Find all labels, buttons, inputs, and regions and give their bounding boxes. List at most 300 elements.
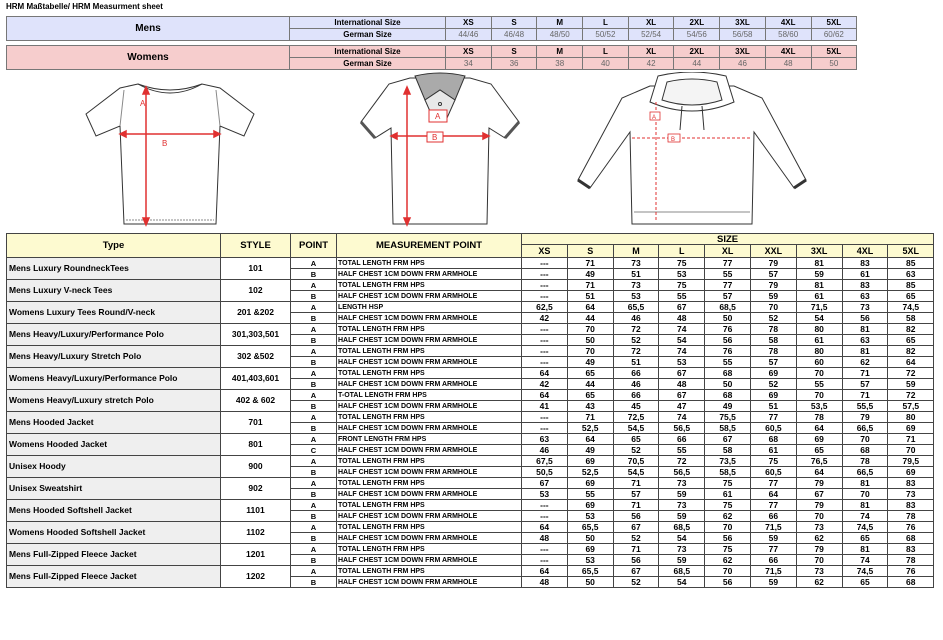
measurement-value: 67,5	[522, 456, 568, 467]
measurement-value: 44	[567, 313, 613, 324]
measurement-value: 71	[613, 478, 659, 489]
size-cell: 3XL	[720, 17, 766, 29]
measurement-value: 70,5	[613, 456, 659, 467]
measurement-value: 65	[842, 533, 888, 544]
table-row	[7, 544, 934, 555]
measurement-value: 65	[888, 291, 934, 302]
table-row	[7, 258, 934, 269]
measurement-value: 79	[750, 258, 796, 269]
measurement-description: HALF CHEST 1CM DOWN FRM ARMHOLE	[337, 335, 522, 346]
measurement-description: HALF CHEST 1CM DOWN FRM ARMHOLE	[337, 555, 522, 566]
measurement-value: 74	[659, 412, 705, 423]
product-style: 402 & 602	[221, 390, 291, 412]
measurement-description: HALF CHEST 1CM DOWN FRM ARMHOLE	[337, 533, 522, 544]
product-type: Womens Hooded Jacket	[7, 434, 221, 456]
measurement-value: 64	[522, 390, 568, 401]
measurement-value: 64	[567, 302, 613, 313]
measurement-value: 53	[522, 489, 568, 500]
measurement-value: 74	[659, 346, 705, 357]
measurement-value: 62	[842, 357, 888, 368]
measurement-value: ---	[522, 423, 568, 434]
measurement-value: 83	[842, 258, 888, 269]
measurement-value: 64	[888, 357, 934, 368]
measure-point: A	[291, 456, 337, 467]
table-row	[7, 390, 934, 401]
measurement-description: TOTAL LENGTH FRM HPS	[337, 412, 522, 423]
size-column-header: L	[659, 245, 705, 258]
measurement-value: 73	[796, 522, 842, 533]
measurement-value: 69	[796, 434, 842, 445]
measurement-value: 50	[567, 335, 613, 346]
german-size-cell: 34	[446, 58, 492, 70]
measurement-value: 67	[705, 434, 751, 445]
measurement-value: ---	[522, 280, 568, 291]
measurement-value: 82	[888, 324, 934, 335]
measurement-value: 51	[613, 269, 659, 280]
measurement-value: 81	[842, 544, 888, 555]
measurement-value: 74	[842, 555, 888, 566]
product-style: 902	[221, 478, 291, 500]
size-cell: 5XL	[811, 17, 857, 29]
measurement-value: 66	[750, 555, 796, 566]
measurement-description: HALF CHEST 1CM DOWN FRM ARMHOLE	[337, 291, 522, 302]
measure-point: B	[291, 577, 337, 588]
measurement-description: TOTAL LENGTH FRM HPS	[337, 346, 522, 357]
measurement-description: TOTAL LENGTH FRM HPS	[337, 544, 522, 555]
measurement-value: 70	[567, 324, 613, 335]
measurement-value: 75	[705, 500, 751, 511]
measurement-value: 64	[522, 522, 568, 533]
measurement-value: 63	[888, 269, 934, 280]
measurement-value: 71	[842, 390, 888, 401]
measure-point: B	[291, 357, 337, 368]
measurement-value: 59	[659, 511, 705, 522]
measurement-value: 54,5	[613, 467, 659, 478]
measurement-description: TOTAL LENGTH FRM HPS	[337, 258, 522, 269]
measurement-value: 70	[796, 555, 842, 566]
measurement-value: 75,5	[705, 412, 751, 423]
measure-point: B	[291, 313, 337, 324]
mens-label: Mens	[7, 17, 290, 41]
measurement-description: HALF CHEST 1CM DOWN FRM ARMHOLE	[337, 467, 522, 478]
measurement-value: 70	[750, 302, 796, 313]
measurement-value: 71,5	[750, 522, 796, 533]
measurement-value: 63	[842, 335, 888, 346]
measurement-value: 70	[796, 390, 842, 401]
measurement-value: 55	[705, 357, 751, 368]
german-size-cell: 56/58	[720, 29, 766, 41]
measurement-value: 63	[522, 434, 568, 445]
measurement-value: 71	[567, 412, 613, 423]
product-style: 401,403,601	[221, 368, 291, 390]
measure-point: B	[291, 291, 337, 302]
measurement-value: 78	[796, 412, 842, 423]
measurement-value: 65,5	[567, 566, 613, 577]
measurement-description: TOTAL LENGTH FRM HPS	[337, 280, 522, 291]
measurement-value: 53	[613, 291, 659, 302]
womens-label: Womens	[7, 46, 290, 70]
measurement-value: 74,5	[842, 566, 888, 577]
measurement-value: 69	[750, 390, 796, 401]
measurement-value: 81	[796, 258, 842, 269]
measurement-value: 51	[567, 291, 613, 302]
measurement-value: 70	[705, 522, 751, 533]
measurement-value: 50	[567, 533, 613, 544]
product-style: 801	[221, 434, 291, 456]
measurement-value: 58,5	[705, 423, 751, 434]
product-style: 701	[221, 412, 291, 434]
mens-german-label: German Size	[290, 29, 446, 41]
measurement-value: 85	[888, 280, 934, 291]
measurement-value: 50	[705, 379, 751, 390]
measurement-value: ---	[522, 544, 568, 555]
measurement-value: 77	[750, 478, 796, 489]
measurement-value: 55,5	[842, 401, 888, 412]
measurement-description: TOTAL LENGTH FRM HPS	[337, 368, 522, 379]
german-size-cell: 48/50	[537, 29, 583, 41]
measurement-value: 61	[705, 489, 751, 500]
table-row	[7, 566, 934, 577]
marker-a-label: A	[652, 115, 657, 121]
measurement-description: T-OTAL LENGTH FRM HPS	[337, 390, 522, 401]
measurement-value: 67	[522, 478, 568, 489]
german-size-cell: 48	[765, 58, 811, 70]
measurement-value: 65	[613, 434, 659, 445]
measurement-value: 55	[796, 379, 842, 390]
product-type: Womens Heavy/Luxury stretch Polo	[7, 390, 221, 412]
measurement-value: 55	[567, 489, 613, 500]
measurement-value: 67	[659, 368, 705, 379]
measurement-description: TOTAL LENGTH FRM HPS	[337, 566, 522, 577]
measurement-value: 42	[522, 313, 568, 324]
polo-drawing	[355, 70, 525, 232]
measurement-value: 46	[613, 379, 659, 390]
product-style: 1202	[221, 566, 291, 588]
measurement-value: 59	[750, 291, 796, 302]
measurement-value: 80	[888, 412, 934, 423]
measurement-value: 53	[567, 555, 613, 566]
measurement-value: 58	[750, 335, 796, 346]
german-size-cell: 54/56	[674, 29, 720, 41]
product-style: 302 &502	[221, 346, 291, 368]
measurement-value: 79	[796, 544, 842, 555]
measurement-value: 44	[567, 379, 613, 390]
measurement-value: 60,5	[750, 467, 796, 478]
measurement-value: 52	[613, 445, 659, 456]
measurement-value: 54,5	[613, 423, 659, 434]
product-style: 1102	[221, 522, 291, 544]
measure-point: A	[291, 478, 337, 489]
measurement-value: 79	[750, 280, 796, 291]
measurement-value: 47	[659, 401, 705, 412]
measure-point: C	[291, 445, 337, 456]
measurement-description: TOTAL LENGTH FRM HPS	[337, 500, 522, 511]
product-type: Mens Full-Zipped Fleece Jacket	[7, 566, 221, 588]
page-title: HRM Maßtabelle/ HRM Measurment sheet	[6, 2, 163, 11]
measurement-value: 81	[842, 478, 888, 489]
measure-point: B	[291, 533, 337, 544]
measurement-value: 78	[888, 511, 934, 522]
size-cell: M	[537, 17, 583, 29]
measurement-value: 63	[842, 291, 888, 302]
measurement-value: 69	[750, 368, 796, 379]
size-cell: M	[537, 46, 583, 58]
measure-point: A	[291, 522, 337, 533]
german-size-cell: 50/52	[583, 29, 629, 41]
measurement-description: HALF CHEST 1CM DOWN FRM ARMHOLE	[337, 511, 522, 522]
size-cell: XS	[446, 46, 492, 58]
measurement-value: 74	[659, 324, 705, 335]
measurement-value: 68	[705, 390, 751, 401]
german-size-cell: 44/46	[446, 29, 492, 41]
header-size: SIZE	[522, 234, 934, 245]
measurement-description: TOTAL LENGTH FRM HPS	[337, 522, 522, 533]
measurement-value: 67	[613, 566, 659, 577]
marker-b-label: B	[671, 137, 676, 143]
hoodie-drawing	[572, 72, 817, 230]
measurement-value: 76	[705, 324, 751, 335]
size-cell: XL	[628, 46, 674, 58]
measurement-value: 72,5	[613, 412, 659, 423]
measurement-value: 75	[705, 478, 751, 489]
table-row	[7, 500, 934, 511]
german-size-cell: 46	[720, 58, 766, 70]
measurement-value: 75	[705, 544, 751, 555]
measurement-value: 61	[796, 335, 842, 346]
size-cell: S	[491, 17, 537, 29]
measurement-value: 53	[567, 511, 613, 522]
measure-point: A	[291, 258, 337, 269]
product-type: Womens Heavy/Luxury/Performance Polo	[7, 368, 221, 390]
measurement-value: 81	[842, 346, 888, 357]
product-style: 102	[221, 280, 291, 302]
measurement-value: 54	[796, 313, 842, 324]
measurement-value: 66	[613, 368, 659, 379]
measurement-description: HALF CHEST 1CM DOWN FRM ARMHOLE	[337, 489, 522, 500]
measurement-value: 53,5	[796, 401, 842, 412]
measurement-value: 77	[750, 412, 796, 423]
measurement-value: 76,5	[796, 456, 842, 467]
measurement-value: 60,5	[750, 423, 796, 434]
measurement-value: 65	[567, 368, 613, 379]
product-style: 201 &202	[221, 302, 291, 324]
measurement-value: 73	[842, 302, 888, 313]
german-size-cell: 52/54	[628, 29, 674, 41]
measurement-value: 69	[567, 500, 613, 511]
measure-point: B	[291, 489, 337, 500]
measurement-value: 66,5	[842, 423, 888, 434]
measurement-value: 65,5	[613, 302, 659, 313]
marker-a-label: A	[435, 112, 441, 121]
measurement-value: ---	[522, 412, 568, 423]
measurement-value: 58	[888, 313, 934, 324]
measurement-value: 56	[705, 533, 751, 544]
table-row	[7, 346, 934, 357]
measurement-value: 79,5	[888, 456, 934, 467]
product-type: Womens Luxury Tees Round/V-neck	[7, 302, 221, 324]
product-type: Mens Luxury RoundneckTees	[7, 258, 221, 280]
measurement-value: 81	[796, 280, 842, 291]
measurement-value: 54	[659, 533, 705, 544]
measurement-value: 62	[705, 555, 751, 566]
measurement-value: 46	[522, 445, 568, 456]
measurement-value: 85	[888, 258, 934, 269]
measure-point: A	[291, 566, 337, 577]
measurement-value: 68,5	[659, 566, 705, 577]
measure-point: B	[291, 401, 337, 412]
measurement-value: 79	[842, 412, 888, 423]
measurement-value: 70	[842, 434, 888, 445]
product-style: 900	[221, 456, 291, 478]
product-type: Mens Hooded Jacket	[7, 412, 221, 434]
header-measurement-point: MEASUREMENT POINT	[337, 234, 522, 258]
womens-size-table	[6, 45, 857, 70]
measurement-value: ---	[522, 335, 568, 346]
measurement-value: 65	[796, 445, 842, 456]
measurement-value: 70	[796, 368, 842, 379]
german-size-cell: 38	[537, 58, 583, 70]
measurement-value: 75	[750, 456, 796, 467]
measurement-value: 67	[613, 522, 659, 533]
size-column-header: 3XL	[796, 245, 842, 258]
measurement-value: 70	[842, 489, 888, 500]
header-style: STYLE	[221, 234, 291, 258]
measurement-value: 64	[750, 489, 796, 500]
measurement-value: 57	[705, 291, 751, 302]
product-style: 301,303,501	[221, 324, 291, 346]
measurement-value: 77	[750, 500, 796, 511]
measurement-value: 64	[522, 368, 568, 379]
measurement-value: 71	[613, 500, 659, 511]
measurement-value: 70	[567, 346, 613, 357]
table-row	[7, 478, 934, 489]
measurement-value: ---	[522, 291, 568, 302]
product-style: 1201	[221, 544, 291, 566]
measurement-value: 80	[796, 346, 842, 357]
measurement-value: 58	[705, 445, 751, 456]
table-row	[7, 434, 934, 445]
measurement-value: 52	[613, 533, 659, 544]
measurement-description: HALF CHEST 1CM DOWN FRM ARMHOLE	[337, 357, 522, 368]
measurement-value: 45	[613, 401, 659, 412]
marker-a-label: A	[140, 99, 146, 108]
measurement-value: 66	[613, 390, 659, 401]
measurement-value: 42	[522, 379, 568, 390]
measure-point: A	[291, 500, 337, 511]
measurement-value: 69	[567, 544, 613, 555]
measurement-value: 74,5	[888, 302, 934, 313]
size-cell: L	[583, 46, 629, 58]
header-point: POINT	[291, 234, 337, 258]
product-type: Unisex Sweatshirt	[7, 478, 221, 500]
german-size-cell: 42	[628, 58, 674, 70]
measurement-value: 73	[888, 489, 934, 500]
measurement-value: 62,5	[522, 302, 568, 313]
measurement-value: 64	[567, 434, 613, 445]
size-cell: S	[491, 46, 537, 58]
measurement-description: HALF CHEST 1CM DOWN FRM ARMHOLE	[337, 401, 522, 412]
size-column-header: 5XL	[888, 245, 934, 258]
measure-point: A	[291, 412, 337, 423]
measure-point: A	[291, 368, 337, 379]
measurement-value: 69	[567, 478, 613, 489]
measurement-value: 71,5	[796, 302, 842, 313]
measurement-value: 72	[888, 390, 934, 401]
measure-point: B	[291, 423, 337, 434]
measurement-value: 61	[796, 291, 842, 302]
measurement-value: 57,5	[888, 401, 934, 412]
measurement-value: 55	[659, 445, 705, 456]
measurement-value: 48	[522, 577, 568, 588]
measurement-value: 75	[659, 280, 705, 291]
measurement-value: 49	[567, 445, 613, 456]
measurement-value: 62	[796, 533, 842, 544]
measurement-description: HALF CHEST 1CM DOWN FRM ARMHOLE	[337, 269, 522, 280]
measurement-value: 50	[705, 313, 751, 324]
measurement-value: 61	[842, 269, 888, 280]
measurement-value: ---	[522, 357, 568, 368]
measurement-value: 50	[567, 577, 613, 588]
measurement-description: TOTAL LENGTH FRM HPS	[337, 456, 522, 467]
measure-point: A	[291, 280, 337, 291]
german-size-cell: 46/48	[491, 29, 537, 41]
measurement-value: 83	[842, 280, 888, 291]
measurement-value: ---	[522, 555, 568, 566]
measurement-description: FRONT LENGTH FRM HPS	[337, 434, 522, 445]
measurement-value: 72	[659, 456, 705, 467]
german-size-cell: 50	[811, 58, 857, 70]
marker-b-label: B	[162, 139, 168, 148]
measurement-value: 79	[796, 500, 842, 511]
measurement-value: 68	[842, 445, 888, 456]
size-column-header: XXL	[750, 245, 796, 258]
measurement-value: 59	[750, 533, 796, 544]
size-cell: 5XL	[811, 46, 857, 58]
size-cell: 4XL	[765, 46, 811, 58]
table-row	[7, 324, 934, 335]
german-size-cell: 36	[491, 58, 537, 70]
womens-intl-label: International Size	[290, 46, 446, 58]
measurement-value: 59	[796, 269, 842, 280]
measurement-value: 50,5	[522, 467, 568, 478]
measurement-value: 41	[522, 401, 568, 412]
table-row	[7, 280, 934, 291]
measurement-value: 60	[796, 357, 842, 368]
measurement-value: 54	[659, 335, 705, 346]
measurement-table	[6, 233, 934, 588]
measurement-value: 56	[842, 313, 888, 324]
measurement-value: 52	[613, 335, 659, 346]
measurement-value: 73	[796, 566, 842, 577]
measurement-value: 62	[796, 577, 842, 588]
size-cell: 2XL	[674, 46, 720, 58]
measurement-description: HALF CHEST 1CM DOWN FRM ARMHOLE	[337, 313, 522, 324]
measurement-value: ---	[522, 324, 568, 335]
measurement-value: 79	[796, 478, 842, 489]
measure-point: B	[291, 269, 337, 280]
measurement-value: 64	[522, 566, 568, 577]
measurement-value: 58,5	[705, 467, 751, 478]
size-cell: 3XL	[720, 46, 766, 58]
product-style: 101	[221, 258, 291, 280]
measurement-value: 68	[888, 577, 934, 588]
size-cell: 4XL	[765, 17, 811, 29]
measurement-value: 75	[659, 258, 705, 269]
measurement-value: 73	[613, 258, 659, 269]
measurement-value: 49	[705, 401, 751, 412]
measurement-value: 55	[705, 269, 751, 280]
marker-b-label: B	[432, 133, 438, 142]
